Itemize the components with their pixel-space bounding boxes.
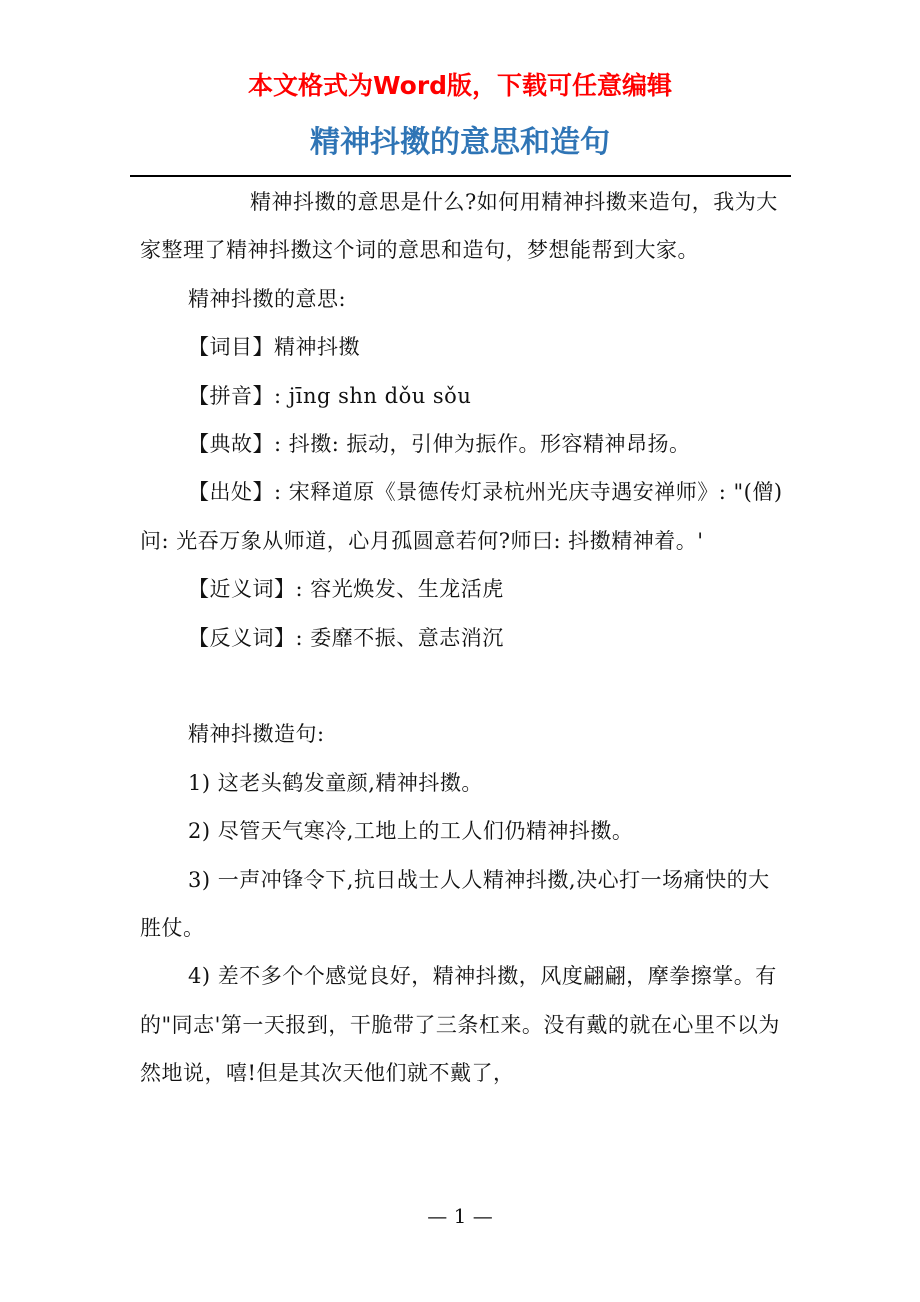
allusion-line: 【典故】: 抖擞: 振动，引伸为振作。形容精神昂扬。 (188, 432, 691, 457)
title-divider (130, 175, 791, 177)
entry-line: 【词目】精神抖擞 (188, 335, 360, 360)
meaning-heading: 精神抖擞的意思: (188, 286, 347, 311)
blank-line (140, 662, 790, 710)
examples-heading: 精神抖擞造句: (188, 722, 325, 747)
document-title: 精神抖擞的意思和造句 (310, 125, 610, 160)
page-number: — 1 — (427, 1204, 493, 1228)
document-body (140, 178, 790, 1098)
antonyms-line: 【反义词】: 委靡不振、意志消沉 (188, 625, 504, 650)
example-item: 2) 尽管天气寒冷,工地上的工人们仍精神抖擞。 (188, 819, 634, 844)
synonyms-line: 【近义词】: 容光焕发、生龙活虎 (188, 577, 504, 602)
format-notice: 本文格式为Word版，下载可任意编辑 (247, 71, 673, 100)
intro-paragraph: 精神抖擞的意思是什么?如何用精神抖擞来造句，我为大家整理了精神抖擞这个词的意思和造句，梦想能帮到大家。 (140, 190, 778, 263)
example-item: 1) 这老头鹤发童颜,精神抖擞。 (188, 770, 483, 795)
source-paragraph: 【出处】: 宋释道原《景德传灯录杭州光庆寺遇安禅师》: "(僧)问: 光吞万象从师道，心月孤圆意若何?师曰: 抖擞精神着。' (140, 480, 783, 553)
pinyin-line: 【拼音】: jīng shn dǒu sǒu (188, 383, 472, 408)
example-item: 4) 差不多个个感觉良好，精神抖擞，风度翩翩，摩拳擦掌。有的"同志'第一天报到，干脆带了三条杠来。没有戴的就在心里不以为然地说，嘻!但是其次天他们就不戴了， (140, 964, 780, 1086)
example-item: 3) 一声冲锋令下,抗日战士人人精神抖擞,决心打一场痛快的大胜仗。 (140, 867, 770, 941)
